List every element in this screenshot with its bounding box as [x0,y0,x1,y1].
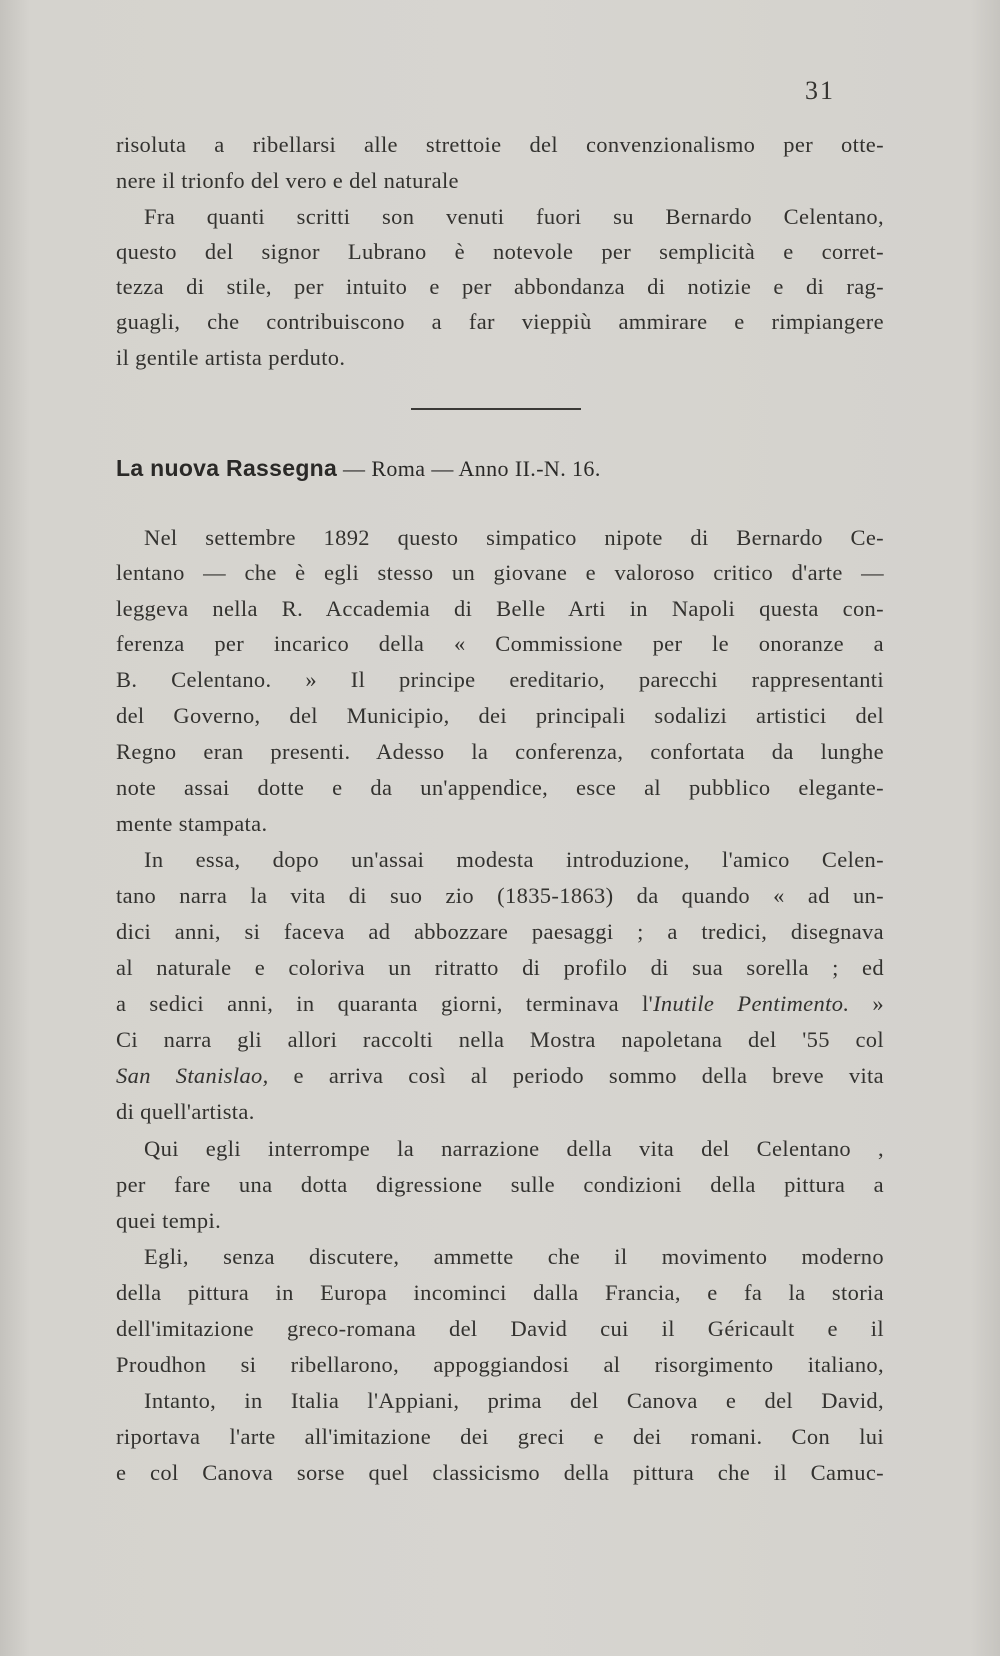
text-line: In essa, dopo un'assai modesta introduzione, l'amico Celen- [144,847,884,872]
text-line: Ci narra gli allori raccolti nella Mostra napoletana del '55 col [116,1027,884,1052]
artwork-title: Inutile Pentimento. [653,991,850,1016]
text-line: riportava l'arte all'imitazione dei greci e dei romani. Con lui [116,1424,884,1449]
text-line: del Governo, del Municipio, dei principali sodalizi artistici del [116,703,884,728]
text-line: quei tempi. [116,1208,222,1233]
text-line: tezza di stile, per intuito e per abbondanza di notizie e di rag- [116,274,884,299]
text-line: leggeva nella R. Accademia di Belle Arti in Napoli questa con- [116,596,884,621]
text-line: questo del signor Lubrano è notevole per semplicità e corret- [116,239,884,264]
section-divider [411,408,581,410]
text-line: B. Celentano. » Il principe ereditario, parecchi rappresentanti [116,667,884,692]
text-line: dici anni, si faceva ad abbozzare paesaggi ; a tredici, disegnava [116,919,884,944]
text-line: il gentile artista perduto. [116,345,346,370]
text-line: nere il trionfo del vero e del naturale [116,168,459,193]
text-line: dell'imitazione greco-romana del David cui il Géricault e il [116,1316,884,1341]
text-line: Intanto, in Italia l'Appiani, prima del Canova e del David, [144,1388,884,1413]
text-segment: » [849,991,885,1016]
text-line: ferenza per incarico della « Commissione per le onoranze a [116,631,884,656]
artwork-title: San Stanislao, [116,1063,269,1088]
text-line: Egli, senza discutere, ammette che il movimento moderno [144,1244,884,1269]
text-line: note assai dotte e da un'appendice, esce al pubblico elegante- [116,775,884,800]
text-line [116,1065,884,1088]
text-line: della pittura in Europa incominci dalla Francia, e fa la storia [116,1280,884,1305]
text-line: lentano — che è egli stesso un giovane e valoroso critico d'arte — [116,560,884,585]
review-heading [116,455,601,483]
text-line: Fra quanti scritti son venuti fuori su Bernardo Celentano, [144,204,884,229]
text-line: tano narra la vita di suo zio (1835-1863) da quando « ad un- [116,883,884,908]
journal-title: La nuova Rassegna [116,455,338,481]
text-line: Proudhon si ribellarono, appoggiandosi al risorgimento italiano, [116,1352,884,1377]
text-line: Regno eran presenti. Adesso la conferenza, confortata da lunghe [116,739,884,764]
text-line: di quell'artista. [116,1099,255,1124]
journal-issue: — Roma — Anno II.-N. 16. [337,456,601,481]
page-number: 31 [805,76,835,105]
text-line [116,993,884,1016]
text-line: Qui egli interrompe la narrazione della vita del Celentano , [144,1136,884,1161]
text-segment: a sedici anni, in quaranta giorni, terminava l' [116,991,654,1016]
text-line: al naturale e coloriva un ritratto di profilo di sua sorella ; ed [116,955,884,980]
text-line: Nel settembre 1892 questo simpatico nipote di Bernardo Ce- [144,525,884,550]
text-line: per fare una dotta digressione sulle condizioni della pittura a [116,1172,884,1197]
text-line: risoluta a ribellarsi alle strettoie del convenzionalismo per otte- [116,132,884,157]
text-line: guagli, che contribuiscono a far vieppiù ammirare e rimpiangere [116,309,884,334]
text-segment: e arriva così al periodo sommo della breve vita [268,1063,884,1088]
text-line: e col Canova sorse quel classicismo della pittura che il Camuc- [116,1460,884,1485]
text-line: mente stampata. [116,811,268,836]
